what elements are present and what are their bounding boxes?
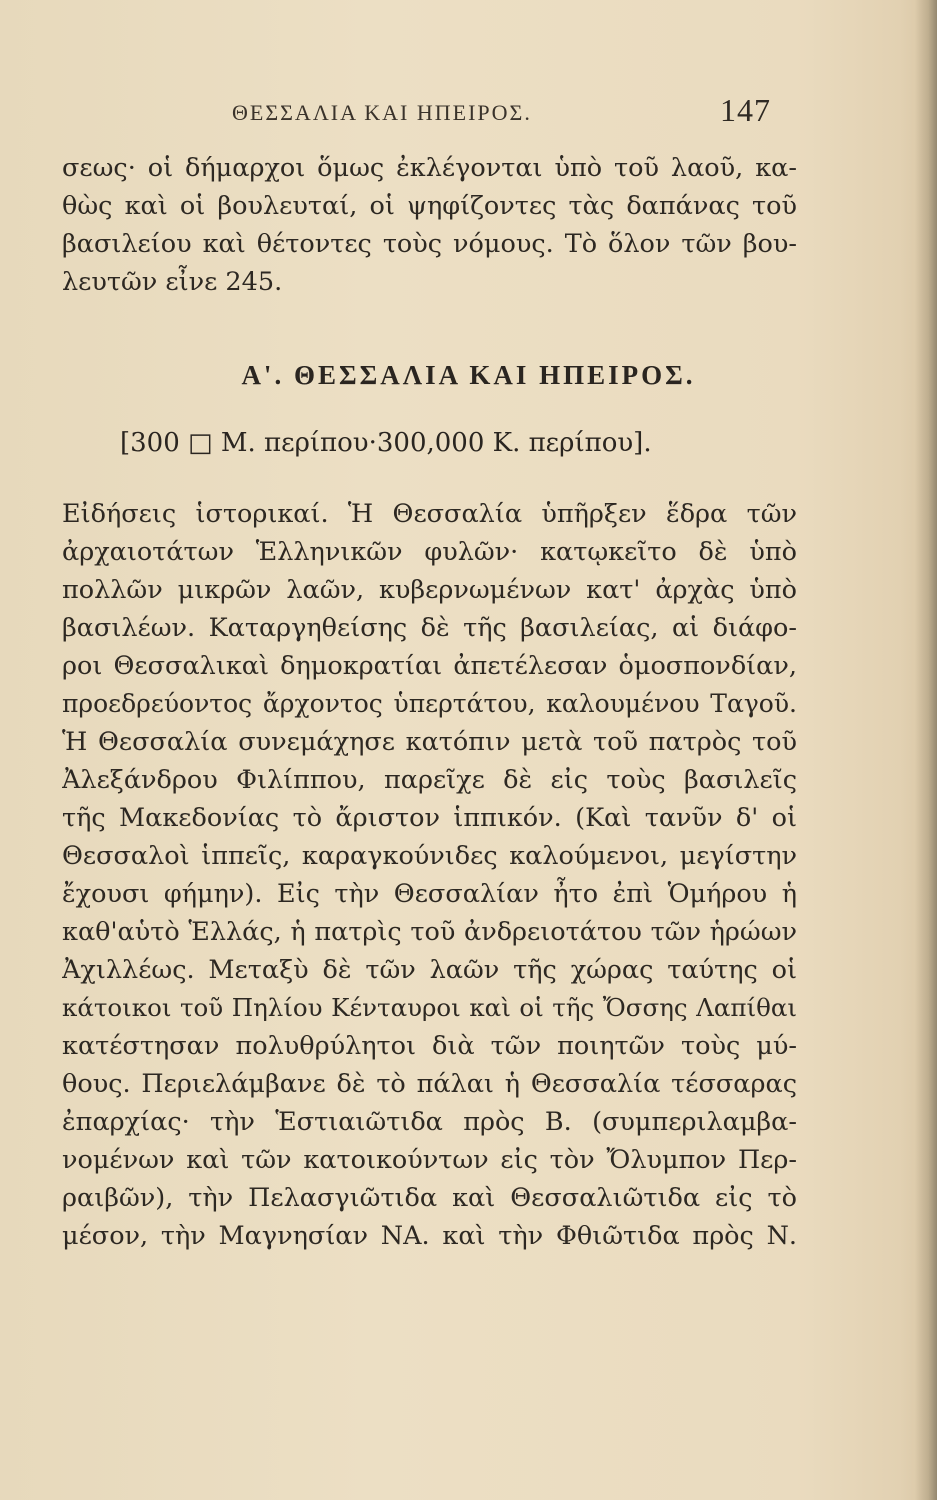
text-line: ραιβῶν), τὴν Πελασγιῶτιδα καὶ Θεσσαλιῶτιδα εἰς τὸ: [62, 1183, 797, 1213]
text-line: πολλῶν μικρῶν λαῶν, κυβερνωμένων κατ' ἀρχὰς ὑπὸ: [62, 575, 797, 605]
text-line: θους. Περιελάμβανε δὲ τὸ πάλαι ἡ Θεσσαλία τέσσαρας: [62, 1069, 797, 1099]
text-line: Εἰδήσεις ἱστορικαί. Ἡ Θεσσαλία ὑπῆρξεν ἕδρα τῶν: [62, 499, 797, 529]
running-head: ΘΕΣΣΑΛΙΑ ΚΑΙ ΗΠΕΙΡΟΣ.: [232, 100, 532, 125]
text-line: Ἀχιλλέως. Μεταξὺ δὲ τῶν λαῶν τῆς χώρας ταύτης οἱ: [62, 955, 797, 985]
text-line: θὼς καὶ οἱ βουλευταί, οἱ ψηφίζοντες τὰς δαπάνας τοῦ: [62, 191, 797, 221]
page-edge-shadow: [915, 0, 937, 1500]
text-line: νομένων καὶ τῶν κατοικούντων εἰς τὸν Ὄλυμπον Περ-: [62, 1145, 797, 1175]
text-line: κατέστησαν πολυθρύλητοι διὰ τῶν ποιητῶν τοὺς μύ-: [62, 1031, 797, 1061]
intro-paragraph: [62, 149, 797, 301]
text-line: προεδρεύοντος ἄρχοντος ὑπερτάτου, καλουμένου Ταγοῦ.: [62, 689, 797, 718]
text-line: Ἡ Θεσσαλία συνεμάχησε κατόπιν μετὰ τοῦ πατρὸς τοῦ: [62, 727, 797, 757]
text-line: σεως· οἱ δήμαρχοι ὅμως ἐκλέγονται ὑπὸ τοῦ λαοῦ, κα-: [62, 153, 797, 183]
text-line: ἔχουσι φήμην). Εἰς τὴν Θεσσαλίαν ἦτο ἐπὶ Ὁμήρου ἡ: [62, 879, 797, 909]
text-line: Θεσσαλοὶ ἱππεῖς, καραγκούνιδες καλούμενοι, μεγίστην: [62, 841, 797, 871]
text-line: Ἀλεξάνδρου Φιλίππου, παρεῖχε δὲ εἰς τοὺς βασιλεῖς: [62, 765, 797, 795]
text-line: ἐπαρχίας· τὴν Ἑστιαιῶτιδα πρὸς Β. (συμπεριλαμβα-: [62, 1107, 797, 1137]
body-paragraph: [62, 495, 797, 1255]
text-line: λευτῶν εἶνε 245.: [62, 267, 283, 297]
text-line: κάτοικοι τοῦ Πηλίου Κένταυροι καὶ οἱ τῆς Ὄσσης Λαπίθαι: [62, 993, 797, 1022]
text-line: βασιλείου καὶ θέτοντες τοὺς νόμους. Τὸ ὅλον τῶν βου-: [62, 229, 797, 259]
text-line: τῆς Μακεδονίας τὸ ἄριστον ἱππικόν. (Καὶ τανῦν δ' οἱ: [62, 803, 797, 833]
page-header: [0, 92, 937, 132]
text-line: καθ'αὑτὸ Ἑλλάς, ἡ πατρὶς τοῦ ἀνδρειοτάτου τῶν ἡρώων: [62, 917, 797, 947]
text-line: ἀρχαιοτάτων Ἑλληνικῶν φυλῶν· κατῳκεῖτο δὲ ὑπὸ: [62, 537, 797, 567]
page-number: 147: [720, 92, 771, 128]
text-line: βασιλέων. Καταργηθείσης δὲ τῆς βασιλείας, αἱ διάφο-: [62, 613, 797, 643]
text-line: ροι Θεσσαλικαὶ δημοκρατίαι ἀπετέλεσαν ὁμοσπονδίαν,: [62, 651, 797, 681]
section-title: Α'. ΘΕΣΣΑΛΙΑ ΚΑΙ ΗΠΕΙΡΟΣ.: [241, 360, 696, 390]
text-line: μέσον, τὴν Μαγνησίαν ΝΑ. καὶ τὴν Φθιῶτιδα πρὸς Ν.: [62, 1221, 797, 1251]
area-population-note: [300 □ Μ. περίπου·300,000 Κ. περίπου].: [120, 428, 652, 458]
